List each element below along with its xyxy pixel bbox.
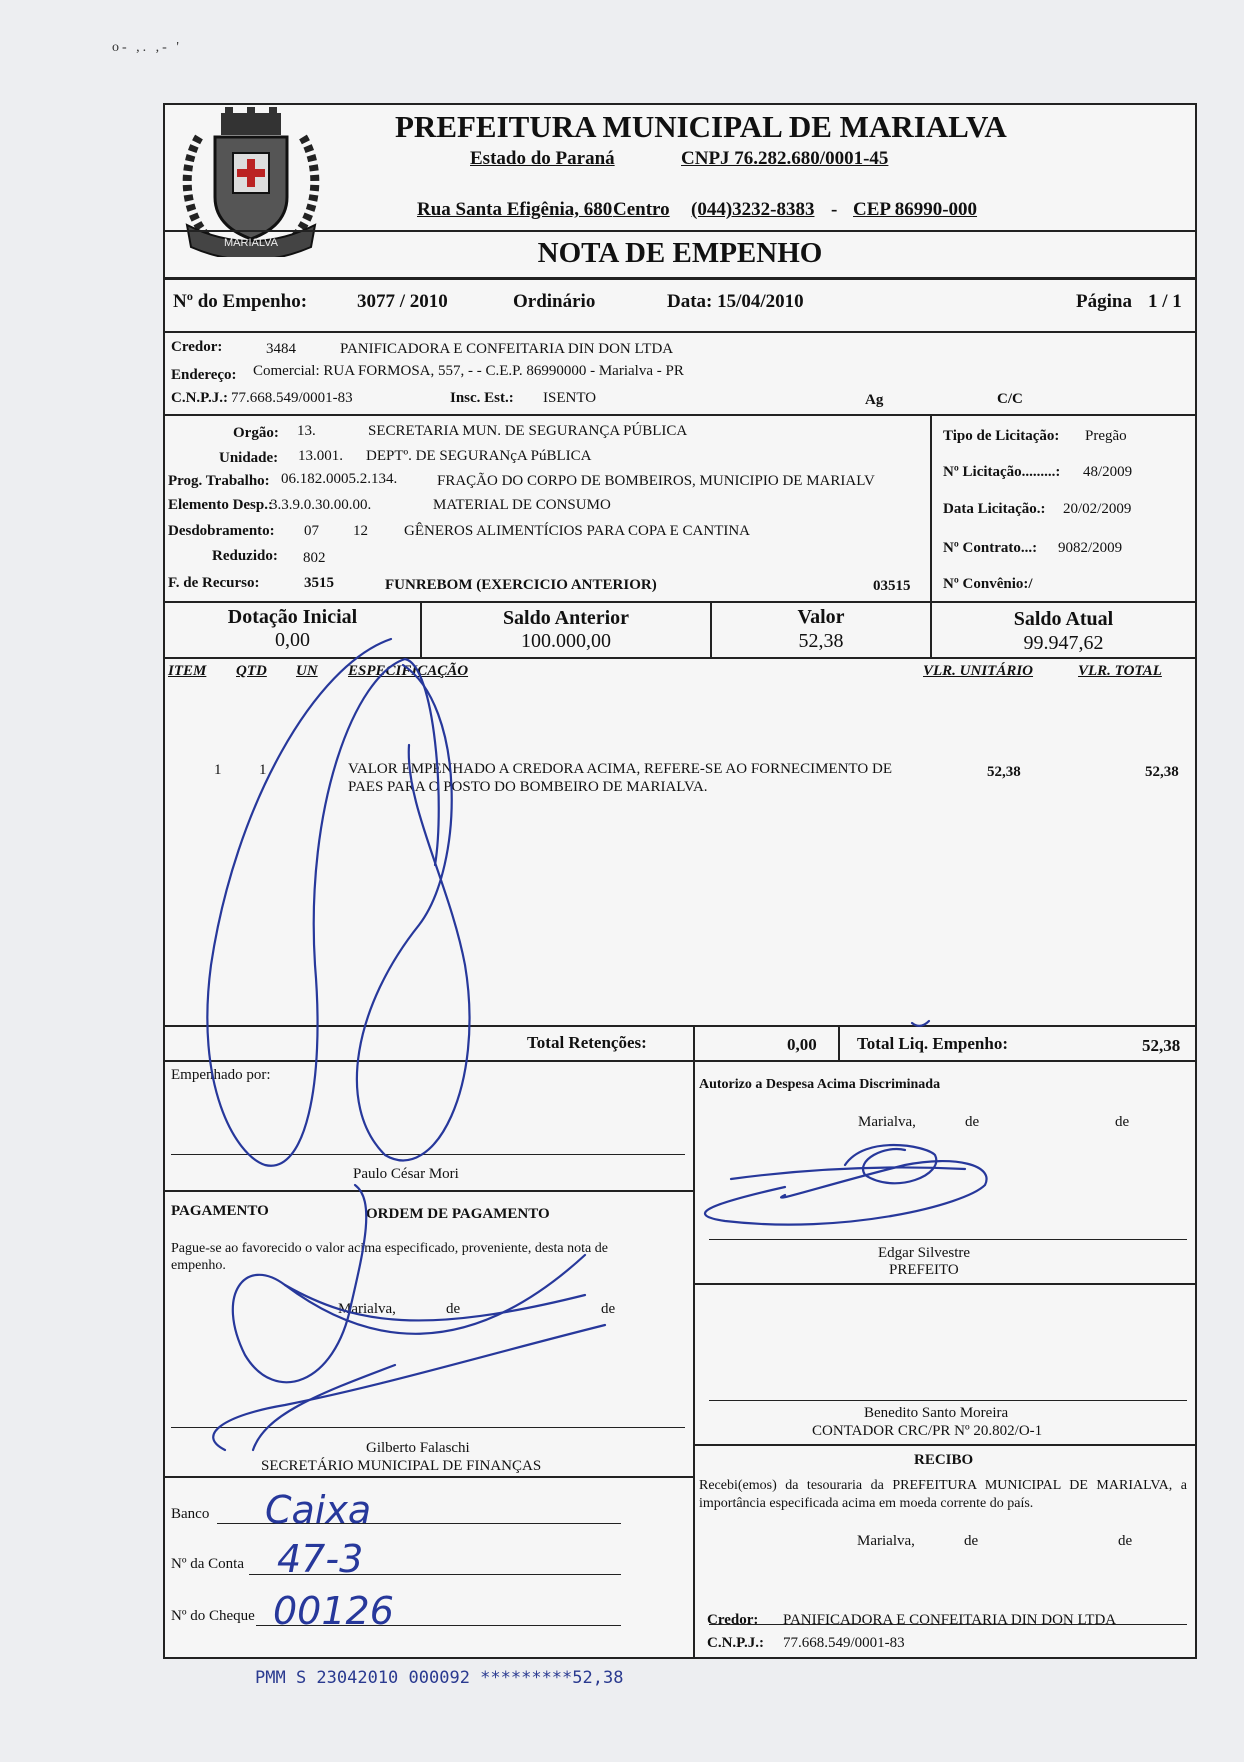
col-vlr-total: VLR. TOTAL — [1078, 663, 1162, 679]
col-item: ITEM — [168, 663, 207, 679]
autorizo-city: Marialva, — [858, 1114, 916, 1130]
empenhado-por-label: Empenhado por: — [171, 1067, 271, 1083]
dotacao-label: Dotação Inicial — [227, 606, 358, 628]
prog-name: FRAÇÃO DO CORPO DE BOMBEIROS, MUNICIPIO DE MARIALV — [437, 473, 875, 489]
saldo-atual-value: 99.947,62 — [1023, 632, 1104, 654]
dash: - — [831, 199, 838, 220]
insc-value: ISENTO — [543, 390, 597, 406]
elemento-name: MATERIAL DE CONSUMO — [433, 497, 611, 513]
credor-address: Comercial: RUA FORMOSA, 557, - - C.E.P. 86990000 - Marialva - PR — [253, 363, 684, 379]
svg-text:MARIALVA: MARIALVA — [224, 237, 278, 249]
prefeito-role: PREFEITO — [889, 1262, 959, 1278]
banco-value: Caixa — [265, 1488, 372, 1532]
desdobramento-code-1: 07 — [304, 523, 319, 539]
saldo-atual-label: Saldo Atual — [1013, 608, 1114, 630]
valor-label: Valor — [797, 606, 845, 628]
item-1-total-value: 52,38 — [1145, 764, 1179, 780]
handwritten-signatures — [165, 105, 1195, 1657]
desdobramento-label: Desdobramento: — [168, 523, 275, 539]
elemento-code: 3.3.9.0.30.00.00. — [270, 497, 372, 513]
municipality-cnpj: CNPJ 76.282.680/0001-45 — [681, 148, 889, 169]
tipo-licitacao-value: Pregão — [1085, 428, 1127, 444]
item-1-qtd: 1 — [259, 762, 267, 778]
cnpj-label: C.N.P.J.: — [171, 390, 228, 406]
col-vlr-unitario: VLR. UNITÁRIO — [923, 663, 1034, 679]
page-number: 1 / 1 — [1148, 291, 1182, 312]
street-address: Rua Santa Efigênia, 680 — [417, 199, 613, 220]
orgao-code: 13. — [297, 423, 316, 439]
empenho-type: Ordinário — [513, 291, 596, 312]
desdobramento-name: GÊNEROS ALIMENTÍCIOS PARA COPA E CANTINA — [404, 523, 751, 539]
autorizo-de-1: de — [965, 1114, 980, 1130]
pagamento-de-2: de — [601, 1301, 616, 1317]
unidade-name: DEPTº. DE SEGURANçA PúBLICA — [366, 448, 592, 464]
saldo-anterior-value: 100.000,00 — [521, 630, 611, 652]
ag-label: Ag — [865, 392, 884, 408]
data-licitacao-value: 20/02/2009 — [1063, 501, 1132, 517]
data-licitacao-label: Data Licitação.: — [943, 501, 1046, 517]
item-1-description: VALOR EMPENHADO A CREDORA ACIMA, REFERE-SE AO FORNECIMENTO DE PAES PARA O POSTO DO BOMBEIRO DE MARIALVA. — [348, 761, 892, 795]
recibo-label: RECIBO — [914, 1452, 974, 1468]
gilberto-name: Gilberto Falaschi — [366, 1440, 470, 1456]
phone-number: (044)3232-8383 — [691, 199, 815, 220]
contador-role: CONTADOR CRC/PR Nº 20.802/O-1 — [812, 1423, 1043, 1439]
reduzido-label: Reduzido: — [212, 548, 278, 564]
empenho-number: 3077 / 2010 — [357, 291, 448, 312]
credor-name: PANIFICADORA E CONFEITARIA DIN DON LTDA — [340, 341, 674, 357]
recibo-text: Recebi(emos) da tesouraria da PREFEITURA MUNICIPAL DE MARIALVA, a importância especificada acima em moeda corrente do país. — [699, 1478, 1187, 1511]
desdobramento-code-2: 12 — [353, 523, 368, 539]
credor-cnpj: 77.668.549/0001-83 — [231, 390, 353, 406]
unidade-label: Unidade: — [219, 450, 279, 466]
cheque-label: Nº do Cheque — [171, 1608, 255, 1624]
total-liq-label: Total Liq. Empenho: — [857, 1034, 1008, 1053]
empenhado-por-name: Paulo César Mori — [353, 1166, 459, 1182]
recibo-credor-label: Credor: — [707, 1612, 759, 1628]
total-liq-value: 52,38 — [1142, 1036, 1181, 1055]
autorizo-de-2: de — [1115, 1114, 1130, 1130]
recibo-cnpj-label: C.N.P.J.: — [707, 1635, 764, 1651]
col-qtd: QTD — [236, 663, 267, 679]
recibo-de-2: de — [1118, 1533, 1133, 1549]
nota-de-empenho-document — [163, 103, 1197, 1659]
address-label: Endereço: — [171, 367, 237, 383]
contrato-label: Nº Contrato...: — [943, 540, 1038, 556]
orgao-name: SECRETARIA MUN. DE SEGURANÇA PÚBLICA — [368, 423, 688, 439]
pagamento-city: Marialva, — [338, 1301, 396, 1317]
prefeito-name: Edgar Silvestre — [878, 1245, 971, 1261]
unidade-code: 13.001. — [298, 448, 343, 464]
contrato-value: 9082/2009 — [1058, 540, 1123, 556]
recurso-code: 3515 — [304, 575, 334, 591]
item-1-number: 1 — [214, 762, 222, 778]
prog-code: 06.182.0005.2.134. — [281, 471, 398, 487]
pagamento-de-1: de — [446, 1301, 461, 1317]
dotacao-value: 0,00 — [275, 629, 310, 651]
conta-value: 47-3 — [277, 1537, 364, 1581]
total-retencoes-label: Total Retenções: — [527, 1033, 647, 1052]
valor-value: 52,38 — [798, 630, 844, 652]
credor-label: Credor: — [171, 339, 223, 355]
col-especificacao: ESPECIFICAÇÃO — [348, 663, 469, 679]
total-retencoes-value: 0,00 — [787, 1035, 817, 1054]
item-1-unit-value: 52,38 — [987, 764, 1021, 780]
autorizo-label: Autorizo a Despesa Acima Discriminada — [699, 1077, 941, 1092]
orgao-label: Orgão: — [233, 425, 279, 441]
convenio-label: Nº Convênio:/ — [943, 576, 1033, 592]
elemento-label: Elemento Desp.: — [168, 497, 273, 513]
empenho-label: Nº do Empenho: — [173, 291, 308, 312]
state-name: Estado do Paraná — [470, 148, 615, 169]
recibo-cnpj-value: 77.668.549/0001-83 — [783, 1635, 905, 1651]
cep: CEP 86990-000 — [853, 199, 978, 220]
scan-marks: o- ,. ,- ' — [112, 40, 182, 55]
contador-name: Benedito Santo Moreira — [864, 1405, 1009, 1421]
document-title: NOTA DE EMPENHO — [537, 237, 823, 269]
num-licitacao-value: 48/2009 — [1083, 464, 1133, 480]
credor-code: 3484 — [266, 341, 296, 357]
recurso-name: FUNREBOM (EXERCICIO ANTERIOR) — [385, 577, 657, 593]
prog-label: Prog. Trabalho: — [168, 473, 270, 489]
page-label: Página — [1076, 291, 1132, 312]
banco-label: Banco — [171, 1506, 210, 1522]
recibo-credor-name: PANIFICADORA E CONFEITARIA DIN DON LTDA — [783, 1612, 1117, 1628]
conta-label: Nº da Conta — [171, 1556, 244, 1572]
footer-stamp: PMM S 23042010 000092 *********52,38 — [255, 1668, 624, 1688]
empenho-date: Data: 15/04/2010 — [667, 291, 804, 312]
district: Centro — [613, 199, 670, 220]
cheque-value: 00126 — [273, 1589, 394, 1633]
recibo-de-1: de — [964, 1533, 979, 1549]
num-licitacao-label: Nº Licitação.........: — [943, 464, 1061, 480]
municipality-title: PREFEITURA MUNICIPAL DE MARIALVA — [395, 109, 1007, 144]
recurso-code-2: 03515 — [873, 578, 911, 594]
reduzido-value: 802 — [303, 550, 326, 566]
insc-label: Insc. Est.: — [450, 390, 514, 406]
saldo-anterior-label: Saldo Anterior — [502, 607, 630, 629]
col-un: UN — [296, 663, 318, 679]
cc-label: C/C — [997, 391, 1023, 407]
pagamento-text: Pague-se ao favorecido o valor acima especificado, proveniente, desta nota de empenho. — [171, 1241, 608, 1273]
tipo-licitacao-label: Tipo de Licitação: — [943, 428, 1060, 444]
recurso-label: F. de Recurso: — [168, 575, 260, 591]
ordem-pagamento-label: ORDEM DE PAGAMENTO — [366, 1206, 550, 1222]
pagamento-label: PAGAMENTO — [171, 1203, 269, 1219]
recibo-city: Marialva, — [857, 1533, 915, 1549]
gilberto-role: SECRETÁRIO MUNICIPAL DE FINANÇAS — [261, 1458, 542, 1474]
